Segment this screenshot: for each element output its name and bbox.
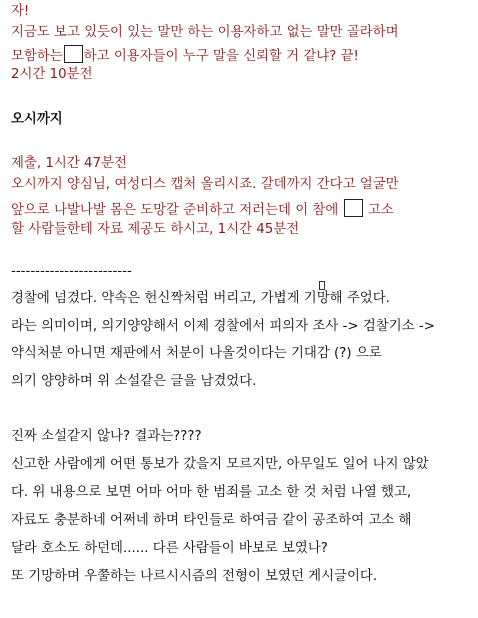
body-line: 의기 양양하며 위 소설같은 글을 남겼었다. bbox=[11, 374, 257, 389]
section-heading: 오시까지 bbox=[11, 112, 63, 127]
body-line: 달라 호소도 하던데...... 다른 사람들이 바보로 보였나? bbox=[11, 541, 328, 556]
body-line: 또 기망하며 우쭐하는 나르시시즘의 전형이 보였던 게시글이다. bbox=[11, 569, 378, 584]
quote-line bbox=[11, 199, 394, 220]
quote-text: 앞으로 나발나발 몸은 도망갈 준비하고 저러는데 이 참에 bbox=[11, 203, 339, 218]
quote-text: 고소 bbox=[367, 203, 394, 218]
body-line: 진짜 소설같지 않나? 결과는???? bbox=[11, 429, 202, 444]
body-line: 약식처분 아니면 재판에서 처분이 나올것이다는 기대감 (?) 으로 bbox=[11, 346, 382, 361]
redacted-box bbox=[344, 199, 363, 217]
quote-line bbox=[11, 45, 359, 66]
quote-text: 모함하는 bbox=[11, 49, 63, 64]
quote-line: 지금도 보고 있듯이 있는 말만 하는 이용자하고 없는 말만 골라하며 bbox=[11, 25, 399, 40]
redacted-box bbox=[64, 45, 83, 63]
body-line: 신고한 사람에게 어떤 통보가 갔을지 모르지만, 아무일도 일어 나지 않았 bbox=[11, 457, 429, 472]
body-line: 다. 위 내용으로 보면 어마 어마 한 범죄를 고소 한 것 처럼 나열 했고, bbox=[11, 485, 412, 500]
body-line: 자료도 충분하네 어쩌네 하며 타인들로 하여금 같이 공조하여 고소 해 bbox=[11, 513, 412, 528]
quote-line: 오시까지 양심님, 여성디스 캡처 올리시죠. 갈데까지 간다고 얼굴만 bbox=[11, 177, 399, 192]
quote-line: 자! bbox=[11, 4, 30, 19]
quote-text: 하고 이용자들이 누구 말을 신뢰할 거 같냐? 끝! bbox=[83, 49, 359, 64]
quote-line: 할 사람들한테 자료 제공도 하시고, 1시간 45분전 bbox=[11, 222, 300, 237]
timestamp: 제출, 1시간 47분전 bbox=[11, 156, 127, 171]
text-cursor-icon bbox=[319, 281, 325, 290]
body-line: 경찰에 넘겼다. 약속은 헌신짝처럼 버리고, 가볍게 기망해 주었다. bbox=[11, 291, 390, 306]
divider: ------------------------- bbox=[11, 264, 132, 279]
body-line: 라는 의미이며, 의기양양해서 이제 경찰에서 피의자 조사 -> 검찰기소 -> bbox=[11, 319, 435, 334]
timestamp: 2시간 10분전 bbox=[11, 67, 93, 82]
